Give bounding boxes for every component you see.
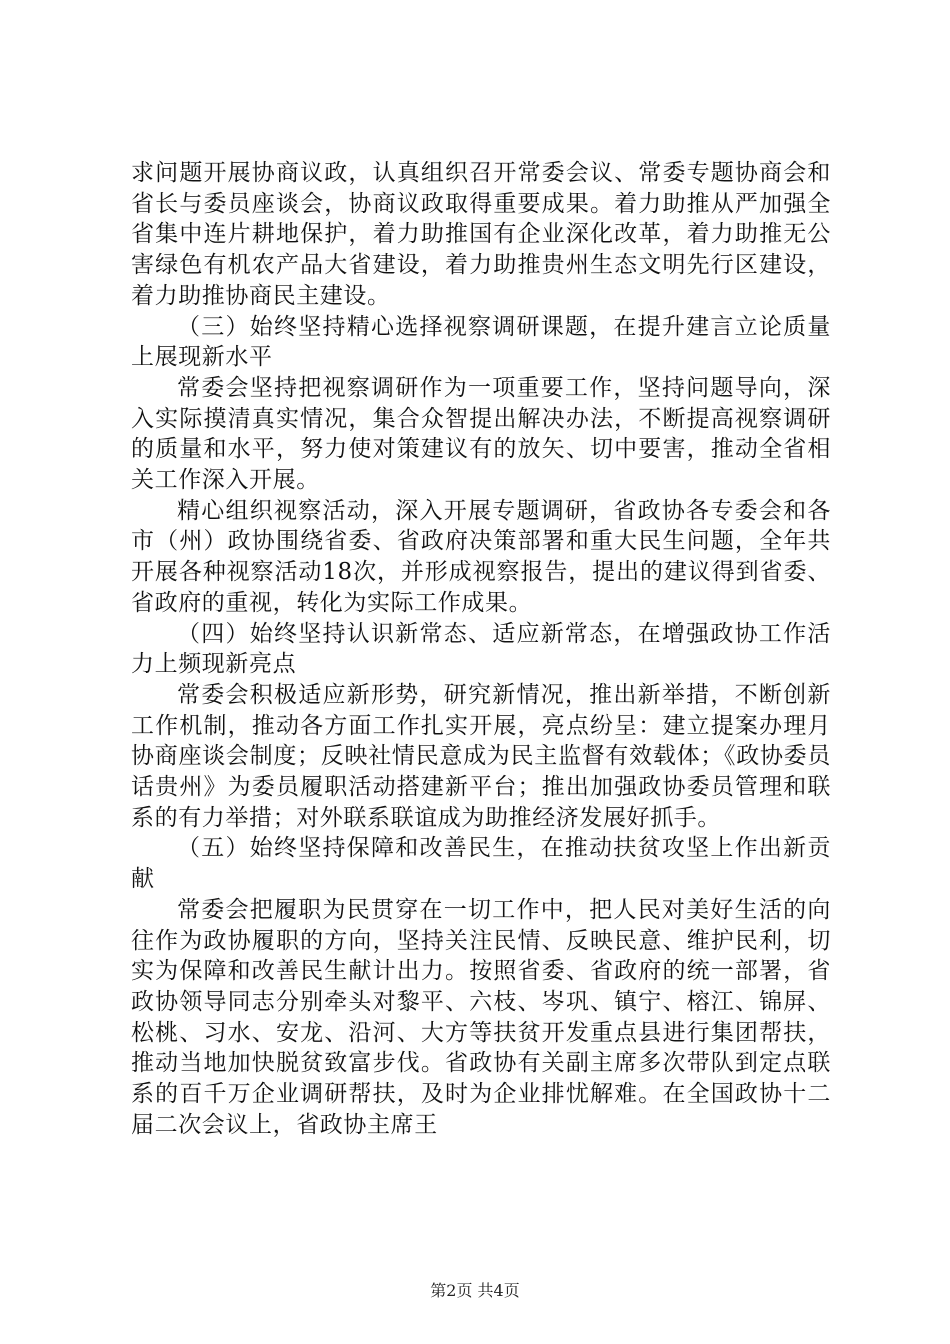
paragraph-new-mechanisms: 常委会积极适应新形势，研究新情况，推出新举措，不断创新工作机制，推动各方面工作扎实开展，亮点纷呈：建立提案办理月协商座谈会制度；反映社情民意成为民主监督有效载体；《政协委员话贵州》为委员履职活动搭建新平台；推出加强政协委员管理和联系的有力举措；对外联系联谊成为助推经济发展好抓手。: [131, 681, 831, 831]
section-heading-three: （三）始终坚持精心选择视察调研课题，在提升建言立论质量上展现新水平: [131, 313, 831, 371]
section-heading-five: （五）始终坚持保障和改善民生，在推动扶贫攻坚上作出新贡献: [131, 835, 831, 893]
paragraph-continuation: 求问题开展协商议政，认真组织召开常委会议、常委专题协商会和省长与委员座谈会，协商议政取得重要成果。着力助推从严加强全省集中连片耕地保护，着力助推国有企业深化改革，着力助推无公害绿色有机农产品大省建设，着力助推贵州生态文明先行区建设，着力助推协商民主建设。: [131, 160, 831, 309]
paragraph-inspection-activities: 精心组织视察活动，深入开展专题调研，省政协各专委会和各市（州）政协围绕省委、省政府决策部署和重大民生问题，全年共开展各种视察活动18次，并形成视察报告，提出的建议得到省委、省政府的重视，转化为实际工作成果。: [131, 497, 831, 616]
paragraph-research-work: 常委会坚持把视察调研作为一项重要工作，坚持问题导向，深入实际摸清真实情况，集合众智提出解决办法，不断提高视察调研的质量和水平，努力使对策建议有的放矢、切中要害，推动全省相关工作深入开展。: [131, 374, 831, 494]
page-number-footer: 第2页 共4页: [430, 1281, 520, 1300]
document-body: [131, 158, 831, 1141]
section-heading-four: （四）始终坚持认识新常态、适应新常态，在增强政协工作活力上频现新亮点: [131, 620, 831, 678]
paragraph-livelihood: 常委会把履职为民贯穿在一切工作中，把人民对美好生活的向往作为政协履职的方向，坚持关注民情、反映民意、维护民利，切实为保障和改善民生献计出力。按照省委、省政府的统一部署，省政协领导同志分别牵头对黎平、六枝、岑巩、镇宁、榕江、锦屏、松桃、习水、安龙、沿河、大方等扶贫开发重点县进行集团帮扶，推动当地加快脱贫致富步伐。省政协有关副主席多次带队到定点联系的百千万企业调研帮扶，及时为企业排忧解难。在全国政协十二届二次会议上，省政协主席王: [131, 896, 831, 1138]
